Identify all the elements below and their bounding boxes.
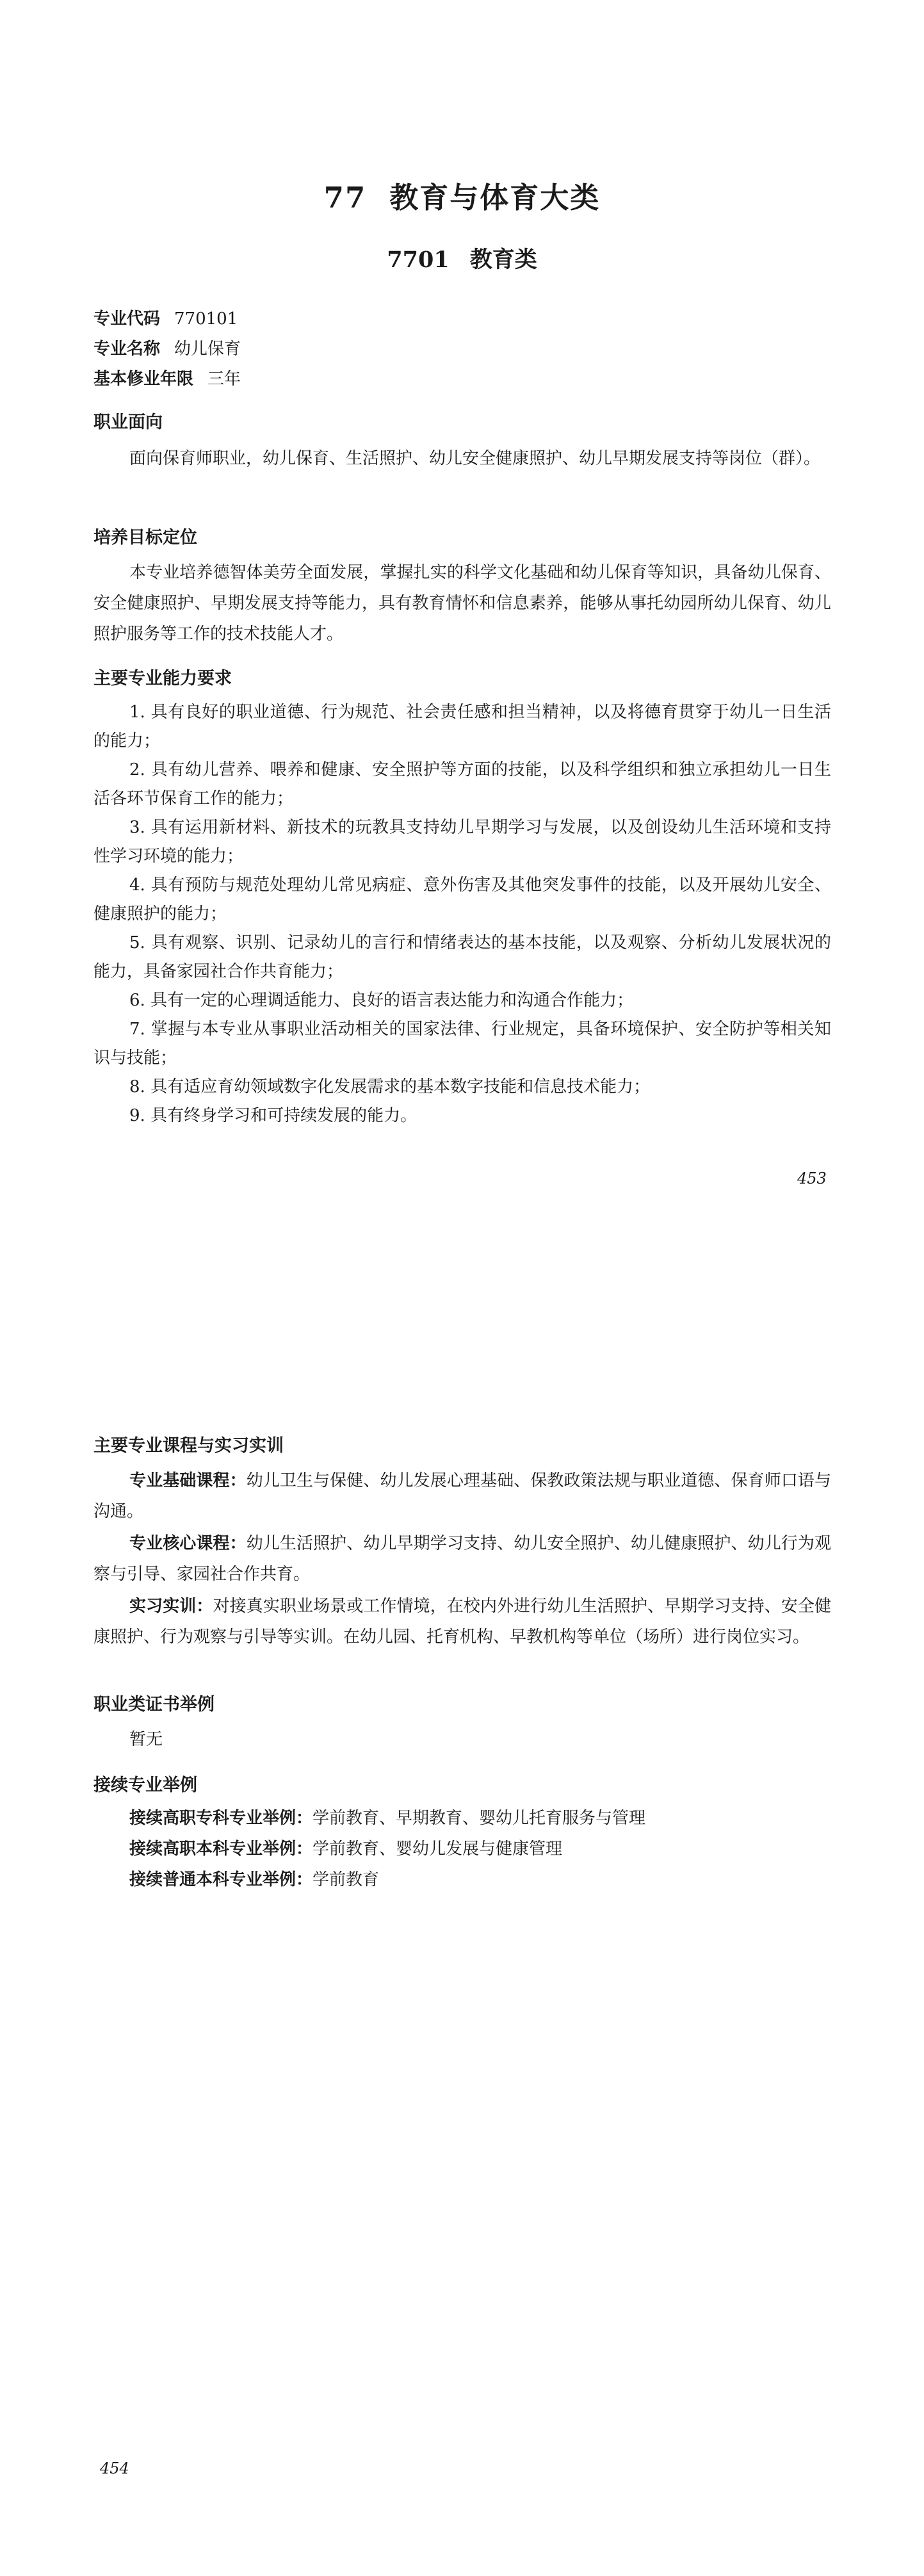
career-text: 面向保育师职业，幼儿保育、生活照护、幼儿安全健康照护、幼儿早期发展支持等岗位（群）。 (129, 449, 821, 468)
goal-heading: 培养目标定位 (93, 528, 197, 548)
higher-vocational-row (93, 1804, 831, 1833)
vocational-bachelor-text: 学前教育、婴幼儿发展与健康管理 (312, 1839, 563, 1859)
course-heading: 主要专业课程与实习实训 (93, 1436, 284, 1456)
ability-item: 1. 具有良好的职业道德、行为规范、社会责任感和担当精神，以及将德育贯穿于幼儿一日生活的能力； (93, 703, 831, 751)
ability-item: 8. 具有适应育幼领域数字化发展需求的基本数字技能和信息技术能力； (129, 1077, 651, 1096)
ability-item: 9. 具有终身学习和可持续发展的能力。 (129, 1106, 417, 1125)
higher-vocational-text: 学前教育、早期教育、婴幼儿托育服务与管理 (312, 1809, 646, 1828)
major-name-value: 幼儿保育 (174, 339, 241, 359)
major-code-label: 专业代码 (93, 309, 161, 329)
cert-heading: 职业类证书举例 (93, 1695, 215, 1715)
subcategory-title (0, 242, 924, 274)
goal-text: 本专业培养德智体美劳全面发展，掌握扎实的科学文化基础和幼儿保育等知识，具备幼儿保育、安全健康照护、早期发展支持等能力，具有教育情怀和信息素养，能够从事托幼园所幼儿保育、幼儿照护服务等工作的技术技能人才。 (93, 563, 831, 644)
page-number-453: 453 (797, 1170, 827, 1187)
higher-vocational-label: 接续高职专科专业举例： (129, 1809, 313, 1828)
ability-item: 5. 具有观察、识别、记录幼儿的言行和情绪表达的基本技能，以及观察、分析幼儿发展状况的能力，具备家园社合作共育能力； (93, 933, 831, 981)
basic-courses-text: 幼儿卫生与保健、幼儿发展心理基础、保教政策法规与职业道德、保育师口语与沟通。 (93, 1471, 831, 1521)
major-name-row (93, 336, 241, 362)
category-number: 77 (323, 181, 367, 215)
practice-training-text: 对接真实职业场景或工作情境，在校内外进行幼儿生活照护、早期学习支持、安全健康照护、行为观察与引导等实训。在幼儿园、托育机构、早教机构等单位（场所）进行岗位实习。 (93, 1597, 831, 1647)
category-title (0, 174, 924, 216)
vocational-bachelor-label: 接续高职本科专业举例： (129, 1839, 313, 1859)
ability-item: 6. 具有一定的心理调适能力、良好的语言表达能力和沟通合作能力； (129, 991, 634, 1010)
subcategory-title-text: 教育类 (469, 247, 537, 273)
study-years-row (93, 366, 241, 392)
continue-heading: 接续专业举例 (93, 1775, 197, 1795)
basic-courses-label: 专业基础课程： (129, 1471, 247, 1490)
study-years-label: 基本修业年限 (93, 370, 194, 389)
ability-item: 2. 具有幼儿营养、喂养和健康、安全照护等方面的技能，以及科学组织和独立承担幼儿一日生活各环节保育工作的能力； (93, 760, 831, 808)
major-code-row (93, 306, 238, 332)
core-courses (93, 1528, 831, 1590)
study-years-value: 三年 (207, 370, 241, 389)
career-heading: 职业面向 (93, 412, 163, 432)
practice-training-label: 实习实训： (129, 1597, 213, 1616)
ability-item: 4. 具有预防与规范处理幼儿常见病症、意外伤害及其他突发事件的技能，以及开展幼儿安全、健康照护的能力； (93, 876, 831, 924)
category-title-text: 教育与体育大类 (389, 181, 601, 215)
ability-heading: 主要专业能力要求 (93, 669, 232, 689)
subcategory-number: 7701 (387, 247, 450, 273)
vocational-bachelor-row (93, 1834, 831, 1864)
basic-courses (93, 1465, 831, 1527)
ability-list (93, 698, 831, 1130)
cert-text: 暂无 (129, 1730, 163, 1749)
ability-item: 7. 掌握与本专业从事职业活动相关的国家法律、行业规定，具备环境保护、安全防护等相关知识与技能； (93, 1020, 831, 1068)
ability-item: 3. 具有运用新材料、新技术的玩教具支持幼儿早期学习与发展，以及创设幼儿生活环境和支持性学习环境的能力； (93, 818, 831, 866)
major-code-value: 770101 (174, 309, 238, 329)
general-bachelor-row (93, 1865, 831, 1895)
major-name-label: 专业名称 (93, 339, 161, 359)
general-bachelor-label: 接续普通本科专业举例： (129, 1870, 313, 1889)
core-courses-label: 专业核心课程： (129, 1534, 247, 1553)
practice-training (93, 1591, 831, 1652)
general-bachelor-text: 学前教育 (312, 1870, 380, 1889)
core-courses-text: 幼儿生活照护、幼儿早期学习支持、幼儿安全照护、幼儿健康照护、幼儿行为观察与引导、家园社合作共育。 (93, 1534, 831, 1584)
page-number-454: 454 (100, 2459, 129, 2477)
